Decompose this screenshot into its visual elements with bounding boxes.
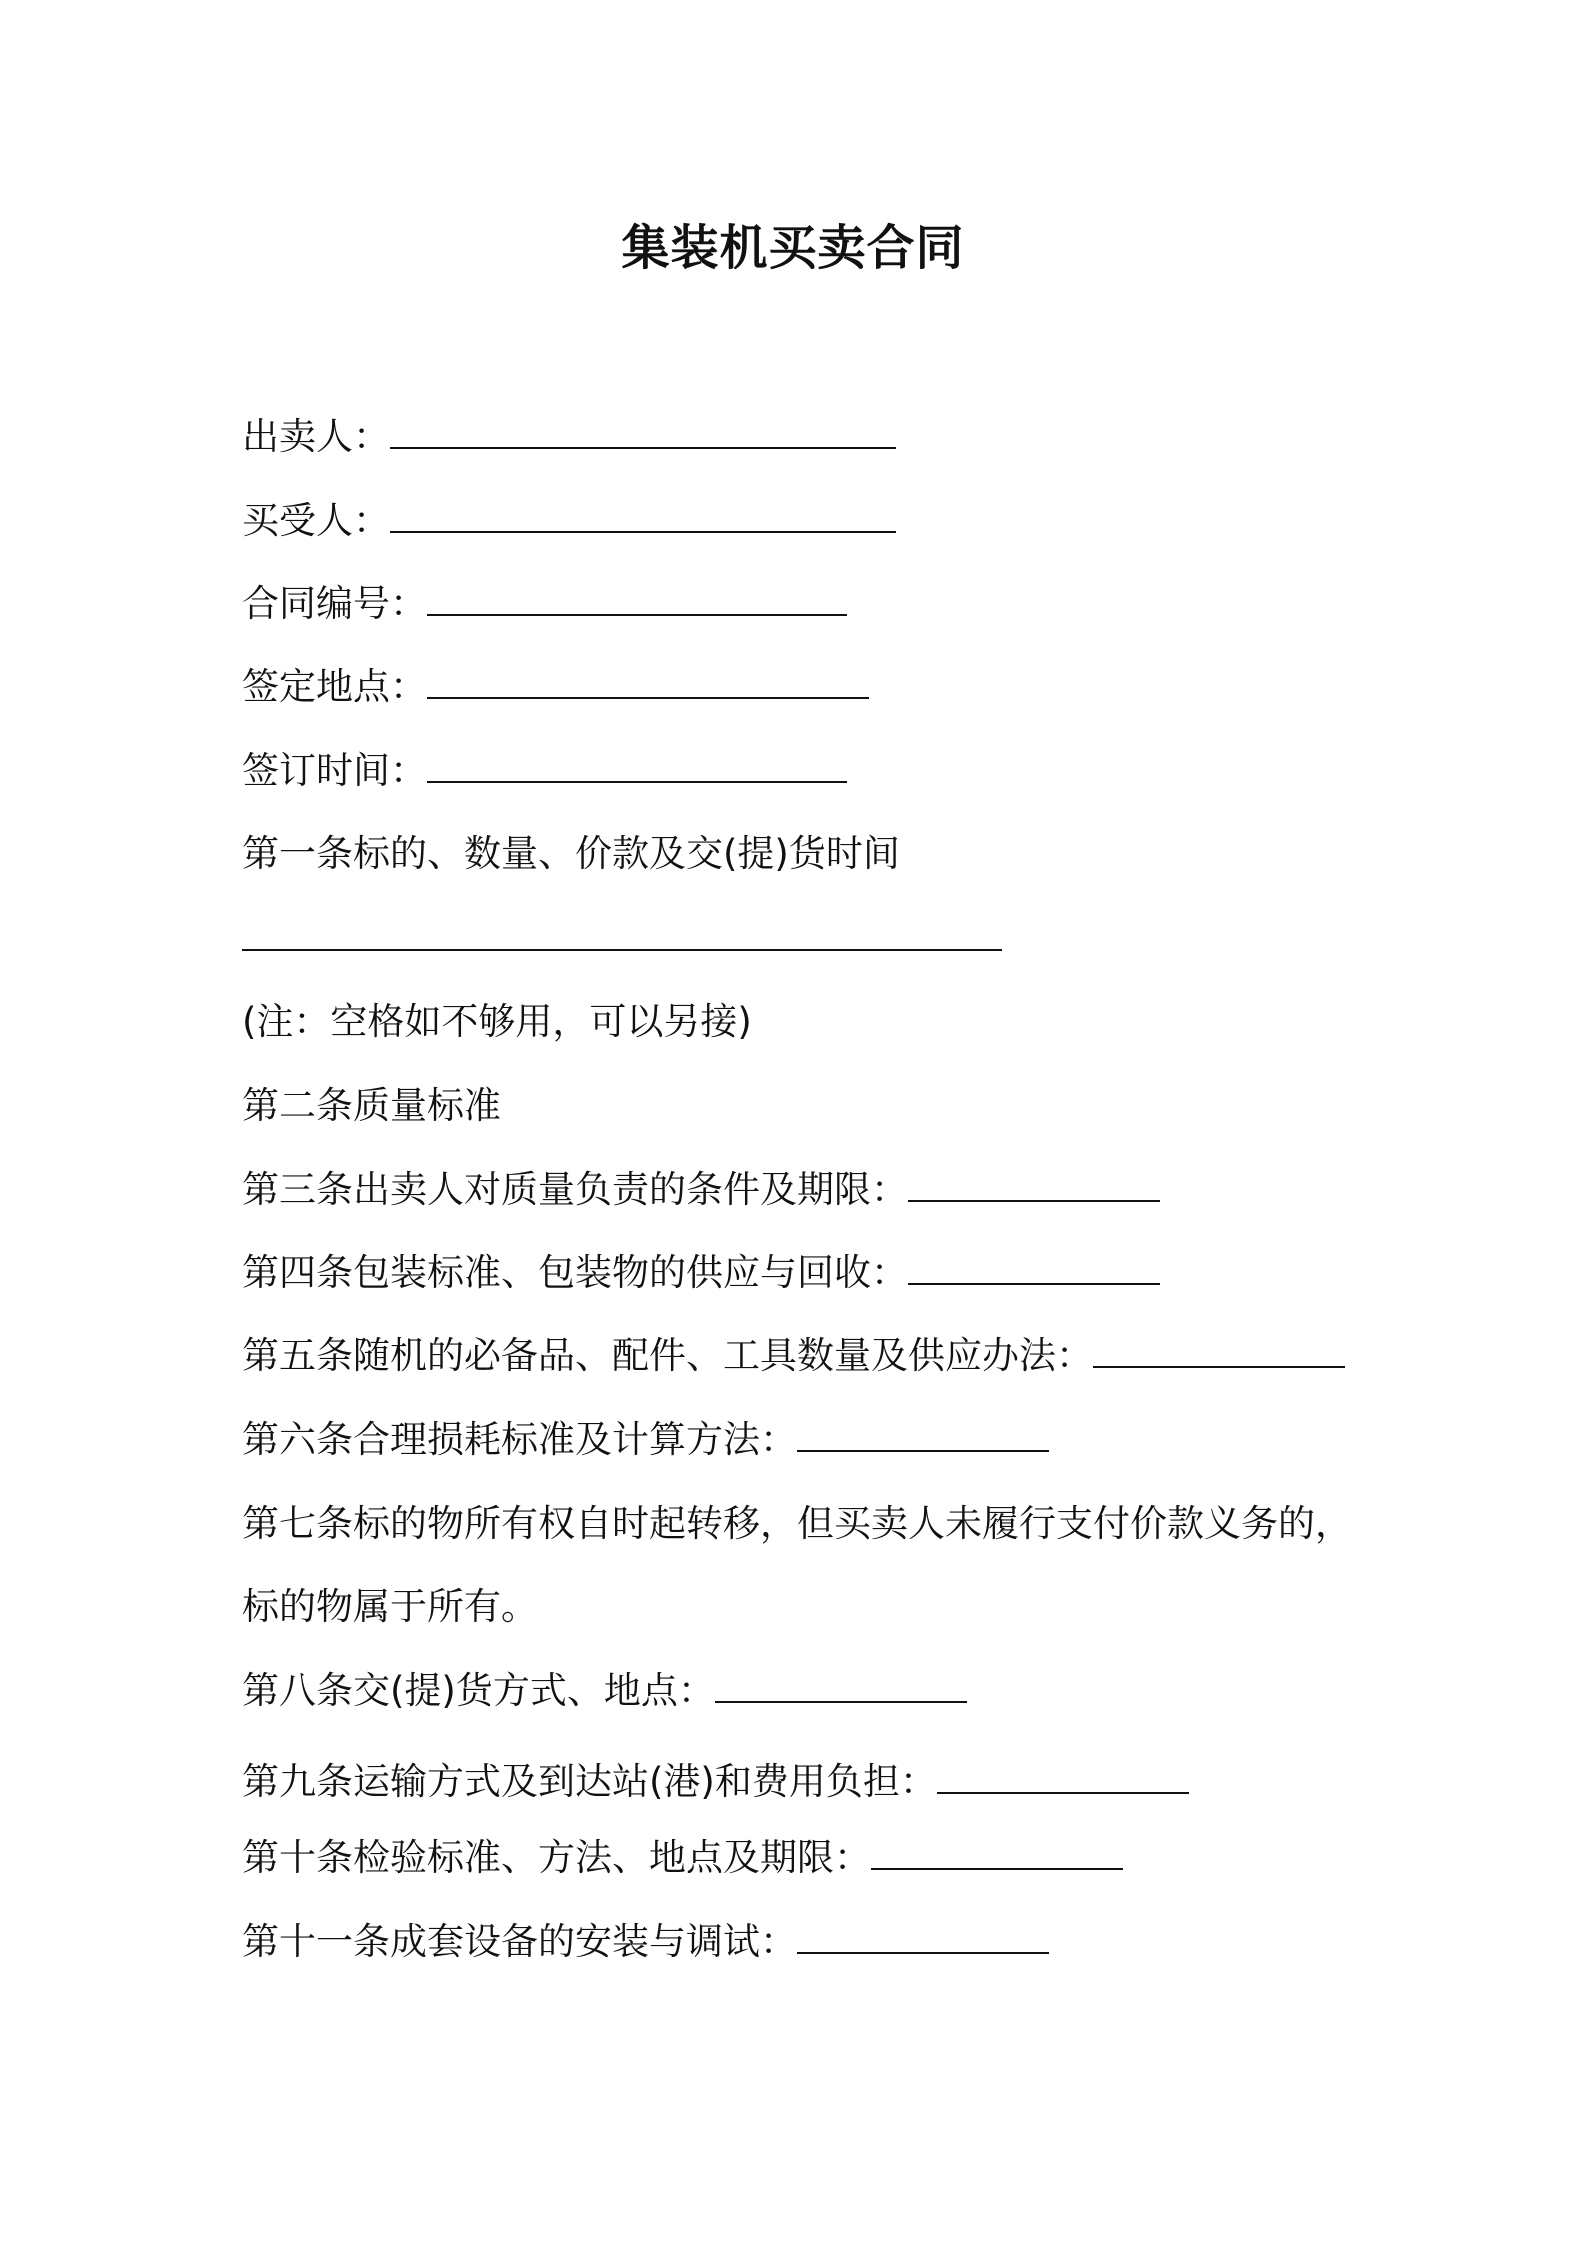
article-9-blank[interactable] <box>937 1762 1189 1794</box>
signing-place-label: 签定地点： <box>242 665 427 708</box>
article-11-label: 第十一条成套设备的安装与调试： <box>242 1920 797 1963</box>
article-10-blank[interactable] <box>871 1838 1123 1870</box>
article-8-blank[interactable] <box>715 1671 967 1703</box>
article-10-line <box>242 1834 1123 1882</box>
article-5-line <box>242 1332 1345 1380</box>
article-6-label: 第六条合理损耗标准及计算方法： <box>242 1418 797 1461</box>
note: (注：空格如不够用，可以另接) <box>242 1000 752 1043</box>
article-10-label: 第十条检验标准、方法、地点及期限： <box>242 1836 871 1879</box>
article-8-label: 第八条交(提)货方式、地点： <box>242 1669 715 1712</box>
signing-time-blank[interactable] <box>427 751 847 783</box>
document-title: 集装机买卖合同 <box>621 220 965 276</box>
buyer-label: 买受人： <box>242 499 390 542</box>
article-11-blank[interactable] <box>797 1922 1049 1954</box>
signing-time-label: 签订时间： <box>242 749 427 792</box>
buyer-blank[interactable] <box>390 501 896 533</box>
article-1-line <box>242 915 1002 963</box>
article-7-line-2: 标的物属于所有。 <box>242 1585 538 1628</box>
signing-time-line <box>242 747 847 795</box>
signing-place-blank[interactable] <box>427 667 869 699</box>
article-8-line <box>242 1667 967 1715</box>
seller-blank[interactable] <box>390 417 896 449</box>
article-1: 第一条标的、数量、价款及交(提)货时间 <box>242 832 900 875</box>
article-3-label: 第三条出卖人对质量负责的条件及期限： <box>242 1168 908 1211</box>
article-6-line <box>242 1416 1049 1464</box>
seller-line <box>242 413 896 461</box>
article-9-line <box>242 1758 1189 1806</box>
article-7-line-1: 第七条标的物所有权自时起转移，但买卖人未履行支付价款义务的， <box>242 1502 1352 1545</box>
article-4-label: 第四条包装标准、包装物的供应与回收： <box>242 1251 908 1294</box>
article-9-label: 第九条运输方式及到达站(港)和费用负担： <box>242 1760 937 1803</box>
article-11-line <box>242 1918 1049 1966</box>
article-4-line <box>242 1249 1160 1297</box>
article-1-blank[interactable] <box>242 919 1002 951</box>
article-5-label: 第五条随机的必备品、配件、工具数量及供应办法： <box>242 1334 1093 1377</box>
contract-no-blank[interactable] <box>427 584 847 616</box>
contract-no-label: 合同编号： <box>242 582 427 625</box>
signing-place-line <box>242 663 869 711</box>
article-6-blank[interactable] <box>797 1420 1049 1452</box>
article-3-blank[interactable] <box>908 1170 1160 1202</box>
buyer-line <box>242 497 896 545</box>
article-3-line <box>242 1166 1160 1214</box>
article-4-blank[interactable] <box>908 1253 1160 1285</box>
article-2: 第二条质量标准 <box>242 1084 501 1127</box>
contract-no-line <box>242 580 847 628</box>
article-5-blank[interactable] <box>1093 1336 1345 1368</box>
seller-label: 出卖人： <box>242 415 390 458</box>
